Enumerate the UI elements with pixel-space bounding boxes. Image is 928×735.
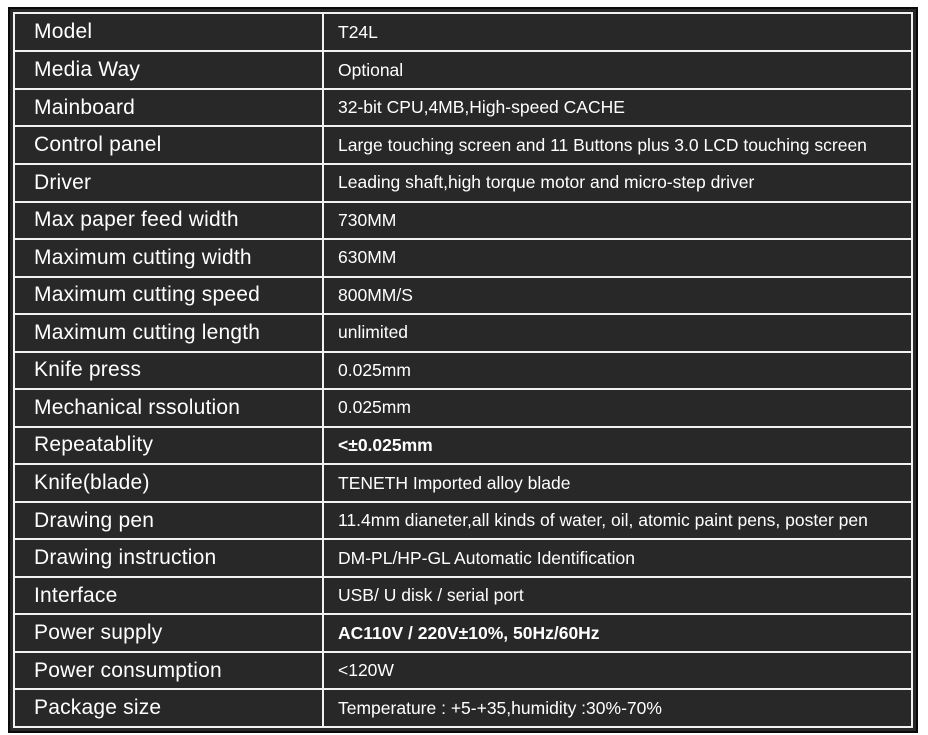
spec-label: Mainboard: [13, 90, 324, 128]
table-row: [13, 578, 913, 616]
spec-table: [13, 12, 913, 728]
spec-label: Power consumption: [13, 653, 324, 691]
table-row: [13, 165, 913, 203]
spec-value: 11.4mm dianeter,all kinds of water, oil, atomic paint pens, poster pen: [324, 503, 913, 541]
spec-label: Package size: [13, 690, 324, 728]
spec-label: Driver: [13, 165, 324, 203]
table-row: [13, 465, 913, 503]
spec-value: TENETH Imported alloy blade: [324, 465, 913, 503]
spec-label: Mechanical rssolution: [13, 390, 324, 428]
table-row: [13, 503, 913, 541]
table-row: [13, 203, 913, 241]
table-row: [13, 353, 913, 391]
spec-value: USB/ U disk / serial port: [324, 578, 913, 616]
spec-value: Leading shaft,high torque motor and micro-step driver: [324, 165, 913, 203]
table-row: [13, 615, 913, 653]
spec-value: 0.025mm: [324, 390, 913, 428]
spec-label: Drawing instruction: [13, 540, 324, 578]
table-row: [13, 653, 913, 691]
table-row: [13, 690, 913, 728]
spec-label: Drawing pen: [13, 503, 324, 541]
spec-label: Control panel: [13, 127, 324, 165]
spec-value: DM-PL/HP-GL Automatic Identification: [324, 540, 913, 578]
spec-value: 800MM/S: [324, 278, 913, 316]
spec-value: T24L: [324, 12, 913, 52]
spec-label: Interface: [13, 578, 324, 616]
spec-label: Maximum cutting speed: [13, 278, 324, 316]
table-row: [13, 127, 913, 165]
spec-label: Maximum cutting width: [13, 240, 324, 278]
spec-label: Repeatablity: [13, 428, 324, 466]
spec-value: unlimited: [324, 315, 913, 353]
spec-label: Model: [13, 12, 324, 52]
spec-value: 730MM: [324, 203, 913, 241]
table-row: [13, 540, 913, 578]
table-row: [13, 12, 913, 52]
spec-label: Max paper feed width: [13, 203, 324, 241]
spec-label: Media Way: [13, 52, 324, 90]
spec-value: Optional: [324, 52, 913, 90]
spec-sheet: [8, 7, 918, 733]
table-row: [13, 315, 913, 353]
spec-value: <±0.025mm: [324, 428, 913, 466]
spec-label: Knife press: [13, 353, 324, 391]
spec-value: AC110V / 220V±10%, 50Hz/60Hz: [324, 615, 913, 653]
table-row: [13, 240, 913, 278]
spec-label: Power supply: [13, 615, 324, 653]
table-row: [13, 390, 913, 428]
table-row: [13, 52, 913, 90]
spec-value: 32-bit CPU,4MB,High-speed CACHE: [324, 90, 913, 128]
spec-value: Large touching screen and 11 Buttons plus 3.0 LCD touching screen: [324, 127, 913, 165]
spec-value: 0.025mm: [324, 353, 913, 391]
spec-value: Temperature : +5-+35,humidity :30%-70%: [324, 690, 913, 728]
spec-label: Knife(blade): [13, 465, 324, 503]
spec-value: 630MM: [324, 240, 913, 278]
table-row: [13, 278, 913, 316]
spec-value: <120W: [324, 653, 913, 691]
spec-label: Maximum cutting length: [13, 315, 324, 353]
table-row: [13, 428, 913, 466]
table-row: [13, 90, 913, 128]
